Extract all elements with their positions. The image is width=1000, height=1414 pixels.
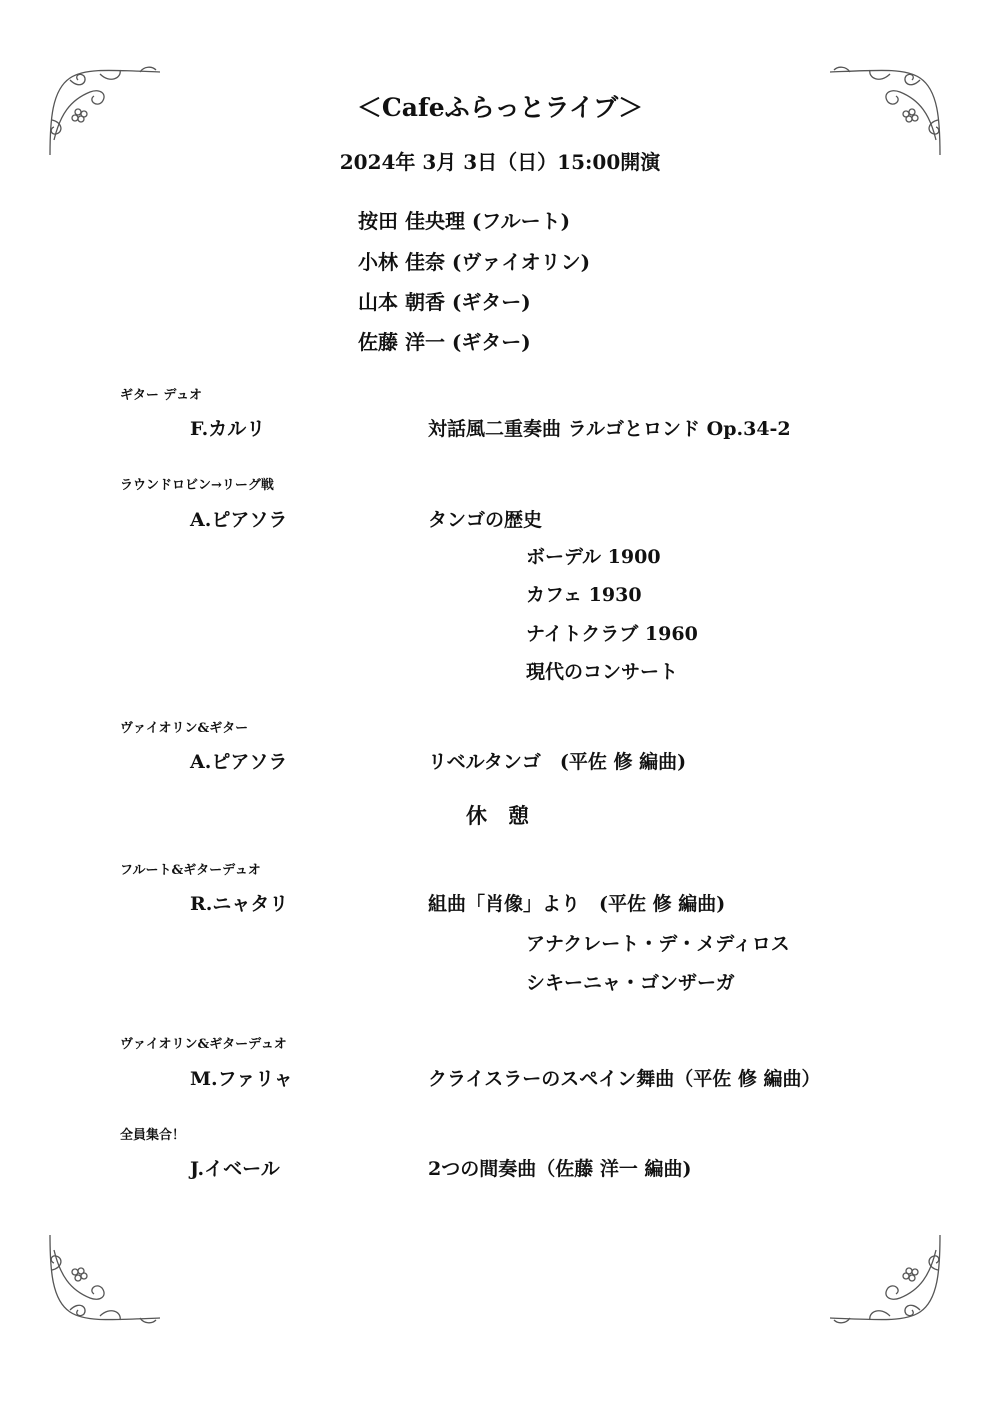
program-2-movement-1: ボーデル 1900 — [526, 546, 661, 568]
program-3-work: リベルタンゴ (平佐 修 編曲) — [428, 751, 687, 773]
program-4-label: フルート&ギターデュオ — [120, 863, 261, 878]
flourish-icon — [820, 1230, 950, 1330]
performer-1: 按田 佳央理 (フルート) — [358, 209, 571, 233]
program-3-label: ヴァイオリン&ギター — [120, 721, 249, 736]
program-6-composer: J.イベール — [190, 1158, 280, 1180]
page-title: ＜Cafeふらっとライブ＞ — [356, 93, 644, 122]
program-2-label: ラウンドロビン→リーグ戦 — [120, 478, 274, 493]
program-5-work: クライスラーのスペイン舞曲（平佐 修 編曲） — [428, 1068, 821, 1090]
program-4-composer: R.ニャタリ — [190, 893, 289, 915]
program-4-movement-2: シキーニャ・ゴンザーガ — [526, 972, 735, 994]
program-2-work: タンゴの歴史 — [428, 509, 543, 531]
program-2-composer: A.ピアソラ — [190, 509, 288, 531]
flourish-icon — [40, 1230, 170, 1330]
program-6-work: 2つの間奏曲（佐藤 洋一 編曲) — [428, 1158, 692, 1180]
performer-2: 小林 佳奈 (ヴァイオリン) — [358, 250, 591, 274]
program-1-composer: F.カルリ — [190, 418, 266, 440]
program-5-label: ヴァイオリン&ギターデュオ — [120, 1037, 287, 1052]
program-5-composer: M.ファリャ — [190, 1068, 293, 1090]
intermission: 休 憩 — [466, 803, 529, 828]
program-2-movement-3: ナイトクラブ 1960 — [526, 623, 698, 645]
program-1-label: ギター デュオ — [120, 388, 203, 403]
program-4-work: 組曲「肖像」より (平佐 修 編曲) — [428, 893, 726, 915]
event-date: 2024年 3月 3日（日）15:00開演 — [339, 150, 661, 174]
program-2-movement-2: カフェ 1930 — [526, 584, 642, 606]
program-4-movement-1: アナクレート・デ・メディロス — [526, 933, 790, 955]
corner-ornament-bottom-right — [820, 1230, 950, 1330]
program-1-work: 対話風二重奏曲 ラルゴとロンド Op.34-2 — [428, 418, 791, 440]
performer-3: 山本 朝香 (ギター) — [358, 290, 531, 314]
program-2-movement-4: 現代のコンサート — [526, 661, 679, 683]
corner-ornament-bottom-left — [40, 1230, 170, 1330]
program-6-label: 全員集合！ — [120, 1128, 186, 1143]
program-3-composer: A.ピアソラ — [190, 751, 288, 773]
performer-4: 佐藤 洋一 (ギター) — [358, 330, 531, 354]
